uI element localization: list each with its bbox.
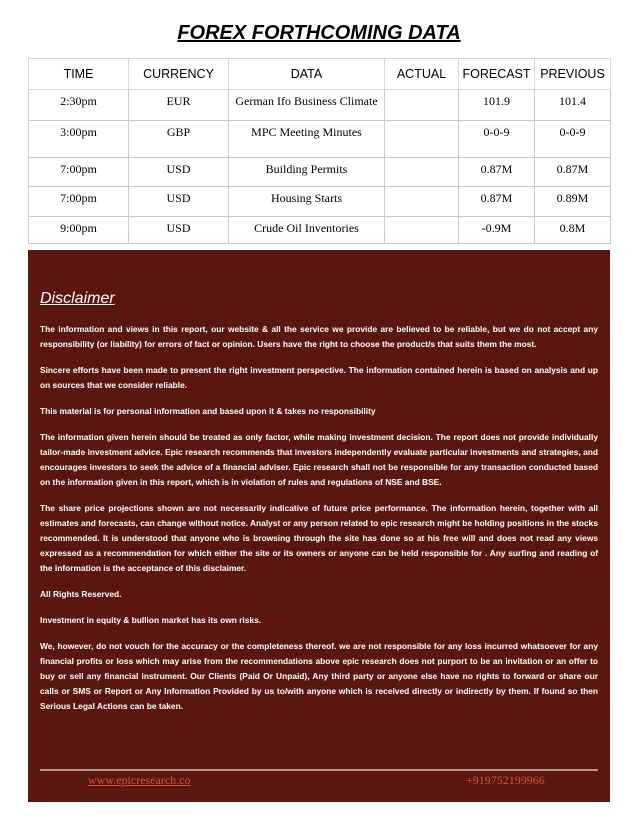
cell-forecast: 0.87M bbox=[459, 158, 535, 187]
website-link[interactable]: www.epicresearch.co bbox=[88, 773, 191, 787]
header-previous: PREVIOUS bbox=[535, 59, 611, 90]
disclaimer-paragraph: The information and views in this report, our website & all the service we provide are believed to be reliable, but we do not accept any responsibility (or liability) for errors of fact or opinion. Users have the right to choose the product/s that suits them the most. bbox=[40, 324, 598, 349]
cell-data: MPC Meeting Minutes bbox=[229, 121, 385, 158]
table-row bbox=[29, 90, 611, 121]
cell-data: Crude Oil Inventories bbox=[229, 217, 385, 244]
cell-time: 2:30pm bbox=[29, 90, 129, 121]
cell-previous: 0-0-9 bbox=[535, 121, 611, 158]
cell-actual bbox=[385, 187, 459, 217]
cell-currency: EUR bbox=[129, 90, 229, 121]
cell-currency: USD bbox=[129, 187, 229, 217]
footer-divider bbox=[40, 769, 598, 771]
disclaimer-paragraph: The information given herein should be treated as only factor, while making investment decision. The report does not provide individually tailor-made investment advice. Epic research recommends that investors independently evaluate particular investments and strategies, and encourages investors to seek the advice of a financial adviser. Epic research shall not be responsible for any transaction conducted based on the information given in this report, which is in violation of rules and regulations of NSE and BSE. bbox=[40, 432, 598, 487]
cell-actual bbox=[385, 217, 459, 244]
cell-forecast: -0.9M bbox=[459, 217, 535, 244]
header-forecast: FORECAST bbox=[459, 59, 535, 90]
table-row bbox=[29, 217, 611, 244]
header-time: TIME bbox=[29, 59, 129, 90]
cell-forecast: 101.9 bbox=[459, 90, 535, 121]
table-header-row bbox=[29, 59, 611, 90]
page-title: FOREX FORTHCOMING DATA bbox=[177, 22, 461, 44]
cell-previous: 101.4 bbox=[535, 90, 611, 121]
table-row bbox=[29, 158, 611, 187]
cell-time: 9:00pm bbox=[29, 217, 129, 244]
cell-time: 7:00pm bbox=[29, 158, 129, 187]
table-row bbox=[29, 187, 611, 217]
disclaimer-panel bbox=[28, 250, 610, 802]
cell-time: 7:00pm bbox=[29, 187, 129, 217]
cell-data: Housing Starts bbox=[229, 187, 385, 217]
disclaimer-paragraph: The share price projections shown are not necessarily indicative of future price performance. The information herein, together with all estimates and forecasts, can change without notice. Analyst or any person related to epic research might be holding positions in the stocks recommended. It is understood that anyone who is browsing through the site has done so at his free will and does not read any views expressed as a recommendation for which either the site or its owners or anyone can be held responsible for . Any surfing and reading of the information is the acceptance of this disclaimer. bbox=[40, 503, 598, 573]
cell-previous: 0.8M bbox=[535, 217, 611, 244]
cell-forecast: 0.87M bbox=[459, 187, 535, 217]
table-row bbox=[29, 121, 611, 158]
cell-data: Building Permits bbox=[229, 158, 385, 187]
disclaimer-paragraph: Sincere efforts have been made to present the right investment perspective. The information contained herein is based on analysis and up on sources that we consider reliable. bbox=[40, 365, 598, 390]
disclaimer-paragraph: We, however, do not vouch for the accuracy or the completeness thereof. we are not responsible for any loss incurred whatsoever for any financial profits or loss which may arise from the recommendations above epic research does not purport to be an invitation or an offer to buy or sell any financial instrument. Our Clients (Paid Or Unpaid), Any third party or anyone else have no rights to forward or share our calls or SMS or Report or Any Information Provided by us to/with anyone which is received directly or indirectly by them. If found so then Serious Legal Actions can be taken. bbox=[40, 641, 598, 711]
disclaimer-paragraph: Investment in equity & bullion market has its own risks. bbox=[40, 615, 262, 625]
header-actual: ACTUAL bbox=[385, 59, 459, 90]
cell-previous: 0.89M bbox=[535, 187, 611, 217]
cell-actual bbox=[385, 158, 459, 187]
disclaimer-heading: Disclaimer bbox=[40, 290, 115, 307]
cell-previous: 0.87M bbox=[535, 158, 611, 187]
forex-data-table bbox=[28, 58, 611, 244]
disclaimer-paragraph: This material is for personal information and based upon it & takes no responsibility bbox=[40, 406, 376, 416]
disclaimer-paragraph: All Rights Reserved. bbox=[40, 589, 122, 599]
cell-actual bbox=[385, 90, 459, 121]
cell-currency: USD bbox=[129, 158, 229, 187]
cell-currency: GBP bbox=[129, 121, 229, 158]
cell-time: 3:00pm bbox=[29, 121, 129, 158]
phone-number: +919752199966 bbox=[466, 773, 545, 787]
cell-currency: USD bbox=[129, 217, 229, 244]
cell-actual bbox=[385, 121, 459, 158]
cell-data: German Ifo Business Climate bbox=[229, 90, 385, 121]
header-data: DATA bbox=[229, 59, 385, 90]
cell-forecast: 0-0-9 bbox=[459, 121, 535, 158]
header-currency: CURRENCY bbox=[129, 59, 229, 90]
